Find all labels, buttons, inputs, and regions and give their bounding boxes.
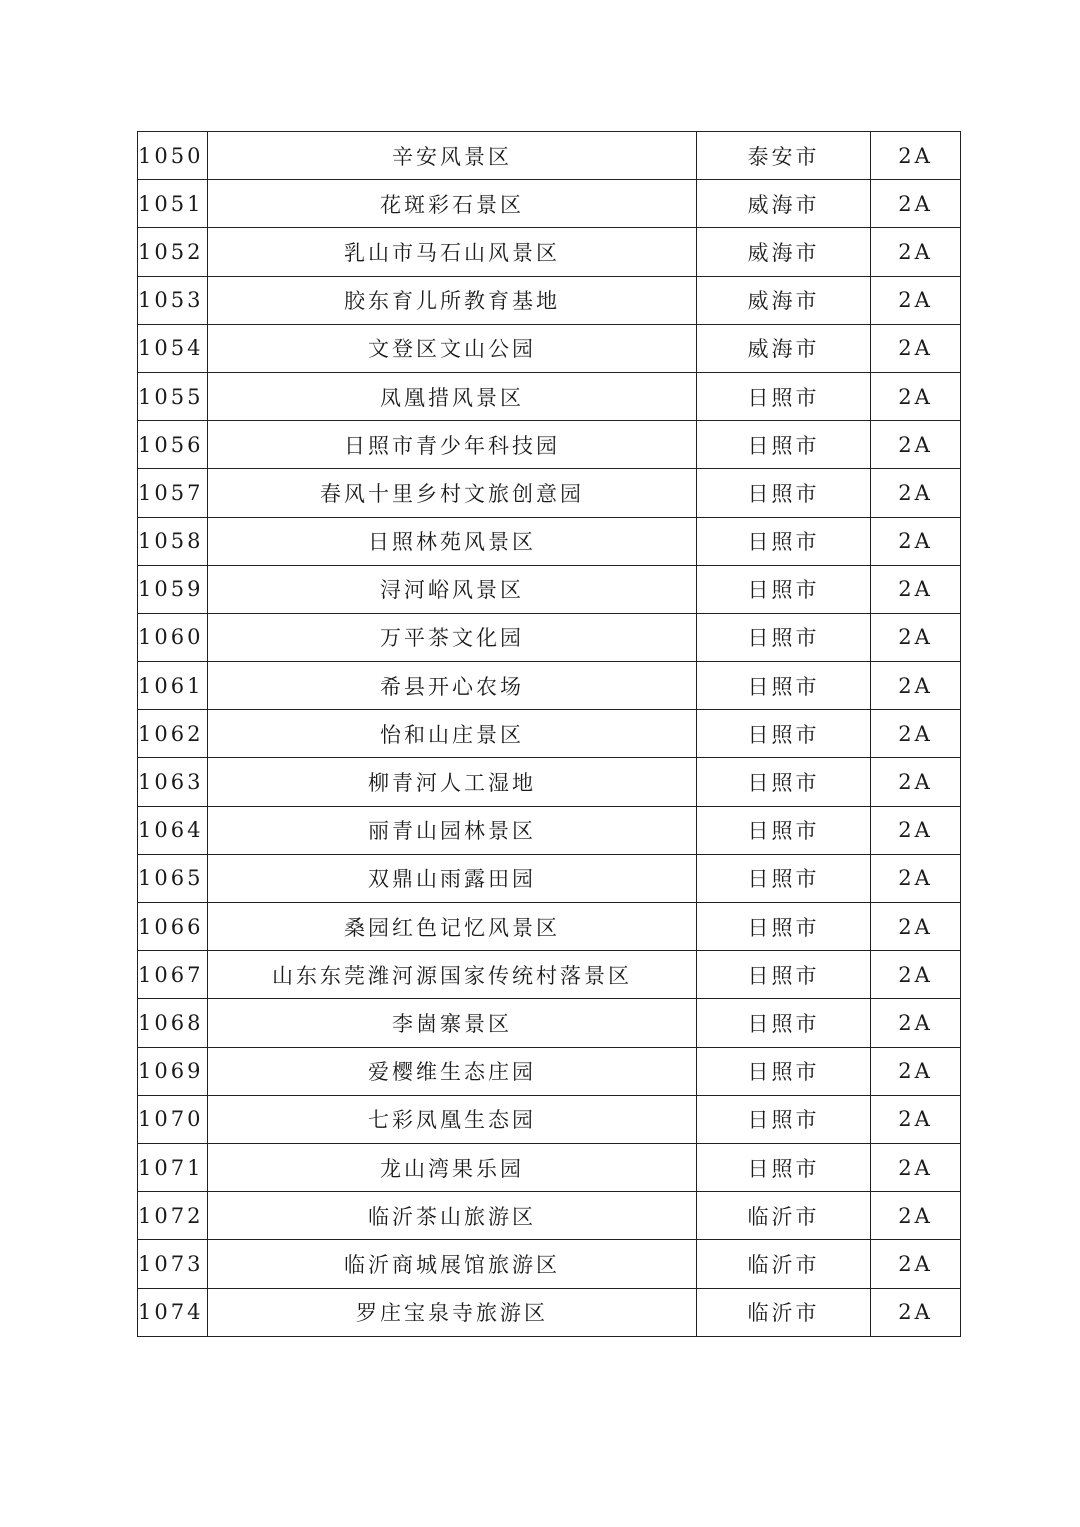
- scenic-area-name: 浔河峪风景区: [208, 565, 697, 613]
- rating-level: 2A: [871, 565, 961, 613]
- rating-level: 2A: [871, 1047, 961, 1095]
- table-body: [138, 132, 961, 1337]
- table-row: [138, 180, 961, 228]
- row-number: 1056: [138, 421, 208, 469]
- rating-level: 2A: [871, 132, 961, 180]
- city-name: 日照市: [697, 903, 871, 951]
- row-number: 1065: [138, 854, 208, 902]
- scenic-area-name: 桑园红色记忆风景区: [208, 903, 697, 951]
- scenic-area-name: 临沂商城展馆旅游区: [208, 1240, 697, 1288]
- scenic-area-name: 日照林苑风景区: [208, 517, 697, 565]
- scenic-area-name: 爱樱维生态庄园: [208, 1047, 697, 1095]
- rating-level: 2A: [871, 517, 961, 565]
- rating-level: 2A: [871, 1288, 961, 1336]
- table-row: [138, 1143, 961, 1191]
- city-name: 泰安市: [697, 132, 871, 180]
- city-name: 临沂市: [697, 1192, 871, 1240]
- scenic-area-name: 李崮寨景区: [208, 999, 697, 1047]
- row-number: 1061: [138, 662, 208, 710]
- scenic-area-name: 丽青山园林景区: [208, 806, 697, 854]
- city-name: 临沂市: [697, 1240, 871, 1288]
- table-row: [138, 1047, 961, 1095]
- scenic-area-name: 胶东育儿所教育基地: [208, 276, 697, 324]
- row-number: 1054: [138, 324, 208, 372]
- table-row: [138, 999, 961, 1047]
- city-name: 日照市: [697, 999, 871, 1047]
- city-name: 日照市: [697, 951, 871, 999]
- city-name: 临沂市: [697, 1288, 871, 1336]
- scenic-area-name: 文登区文山公园: [208, 324, 697, 372]
- table-row: [138, 276, 961, 324]
- table-row: [138, 806, 961, 854]
- city-name: 日照市: [697, 662, 871, 710]
- table-row: [138, 758, 961, 806]
- scenic-area-name: 山东东莞潍河源国家传统村落景区: [208, 951, 697, 999]
- scenic-area-name: 七彩凤凰生态园: [208, 1095, 697, 1143]
- rating-level: 2A: [871, 758, 961, 806]
- row-number: 1070: [138, 1095, 208, 1143]
- row-number: 1068: [138, 999, 208, 1047]
- rating-level: 2A: [871, 613, 961, 661]
- scenic-area-name: 万平茶文化园: [208, 613, 697, 661]
- rating-level: 2A: [871, 1240, 961, 1288]
- city-name: 日照市: [697, 469, 871, 517]
- table-row: [138, 1192, 961, 1240]
- city-name: 日照市: [697, 372, 871, 420]
- rating-level: 2A: [871, 276, 961, 324]
- scenic-area-name: 罗庄宝泉寺旅游区: [208, 1288, 697, 1336]
- row-number: 1055: [138, 372, 208, 420]
- rating-level: 2A: [871, 421, 961, 469]
- row-number: 1072: [138, 1192, 208, 1240]
- table-row: [138, 951, 961, 999]
- city-name: 日照市: [697, 565, 871, 613]
- scenic-area-name: 春风十里乡村文旅创意园: [208, 469, 697, 517]
- scenic-area-name: 凤凰措风景区: [208, 372, 697, 420]
- row-number: 1069: [138, 1047, 208, 1095]
- row-number: 1060: [138, 613, 208, 661]
- row-number: 1057: [138, 469, 208, 517]
- scenic-area-name: 日照市青少年科技园: [208, 421, 697, 469]
- city-name: 日照市: [697, 1047, 871, 1095]
- rating-level: 2A: [871, 372, 961, 420]
- city-name: 威海市: [697, 180, 871, 228]
- rating-level: 2A: [871, 1095, 961, 1143]
- row-number: 1052: [138, 228, 208, 276]
- table-row: [138, 565, 961, 613]
- table-row: [138, 517, 961, 565]
- rating-level: 2A: [871, 999, 961, 1047]
- row-number: 1051: [138, 180, 208, 228]
- city-name: 日照市: [697, 613, 871, 661]
- table-row: [138, 1288, 961, 1336]
- table-row: [138, 469, 961, 517]
- row-number: 1062: [138, 710, 208, 758]
- city-name: 日照市: [697, 517, 871, 565]
- table-row: [138, 854, 961, 902]
- table-row: [138, 1240, 961, 1288]
- scenic-area-name: 花斑彩石景区: [208, 180, 697, 228]
- rating-level: 2A: [871, 951, 961, 999]
- scenic-area-name: 辛安风景区: [208, 132, 697, 180]
- row-number: 1066: [138, 903, 208, 951]
- city-name: 日照市: [697, 1095, 871, 1143]
- rating-level: 2A: [871, 180, 961, 228]
- scenic-area-table: [137, 131, 961, 1337]
- rating-level: 2A: [871, 854, 961, 902]
- row-number: 1071: [138, 1143, 208, 1191]
- scenic-area-name: 龙山湾果乐园: [208, 1143, 697, 1191]
- table-row: [138, 662, 961, 710]
- scenic-area-name: 双鼎山雨露田园: [208, 854, 697, 902]
- row-number: 1050: [138, 132, 208, 180]
- city-name: 日照市: [697, 1143, 871, 1191]
- city-name: 威海市: [697, 276, 871, 324]
- city-name: 威海市: [697, 324, 871, 372]
- table-row: [138, 324, 961, 372]
- rating-level: 2A: [871, 903, 961, 951]
- rating-level: 2A: [871, 710, 961, 758]
- rating-level: 2A: [871, 228, 961, 276]
- city-name: 日照市: [697, 854, 871, 902]
- table-row: [138, 132, 961, 180]
- table-row: [138, 710, 961, 758]
- rating-level: 2A: [871, 806, 961, 854]
- row-number: 1059: [138, 565, 208, 613]
- table-row: [138, 1095, 961, 1143]
- row-number: 1073: [138, 1240, 208, 1288]
- city-name: 威海市: [697, 228, 871, 276]
- rating-level: 2A: [871, 662, 961, 710]
- rating-level: 2A: [871, 1192, 961, 1240]
- table-row: [138, 372, 961, 420]
- row-number: 1074: [138, 1288, 208, 1336]
- scenic-area-name: 怡和山庄景区: [208, 710, 697, 758]
- table-row: [138, 421, 961, 469]
- row-number: 1053: [138, 276, 208, 324]
- scenic-area-name: 乳山市马石山风景区: [208, 228, 697, 276]
- table-row: [138, 613, 961, 661]
- row-number: 1064: [138, 806, 208, 854]
- scenic-area-name: 柳青河人工湿地: [208, 758, 697, 806]
- rating-level: 2A: [871, 324, 961, 372]
- scenic-area-name: 希县开心农场: [208, 662, 697, 710]
- scenic-area-name: 临沂茶山旅游区: [208, 1192, 697, 1240]
- city-name: 日照市: [697, 758, 871, 806]
- row-number: 1063: [138, 758, 208, 806]
- city-name: 日照市: [697, 806, 871, 854]
- rating-level: 2A: [871, 1143, 961, 1191]
- table-row: [138, 228, 961, 276]
- row-number: 1058: [138, 517, 208, 565]
- table-row: [138, 903, 961, 951]
- row-number: 1067: [138, 951, 208, 999]
- city-name: 日照市: [697, 421, 871, 469]
- rating-level: 2A: [871, 469, 961, 517]
- city-name: 日照市: [697, 710, 871, 758]
